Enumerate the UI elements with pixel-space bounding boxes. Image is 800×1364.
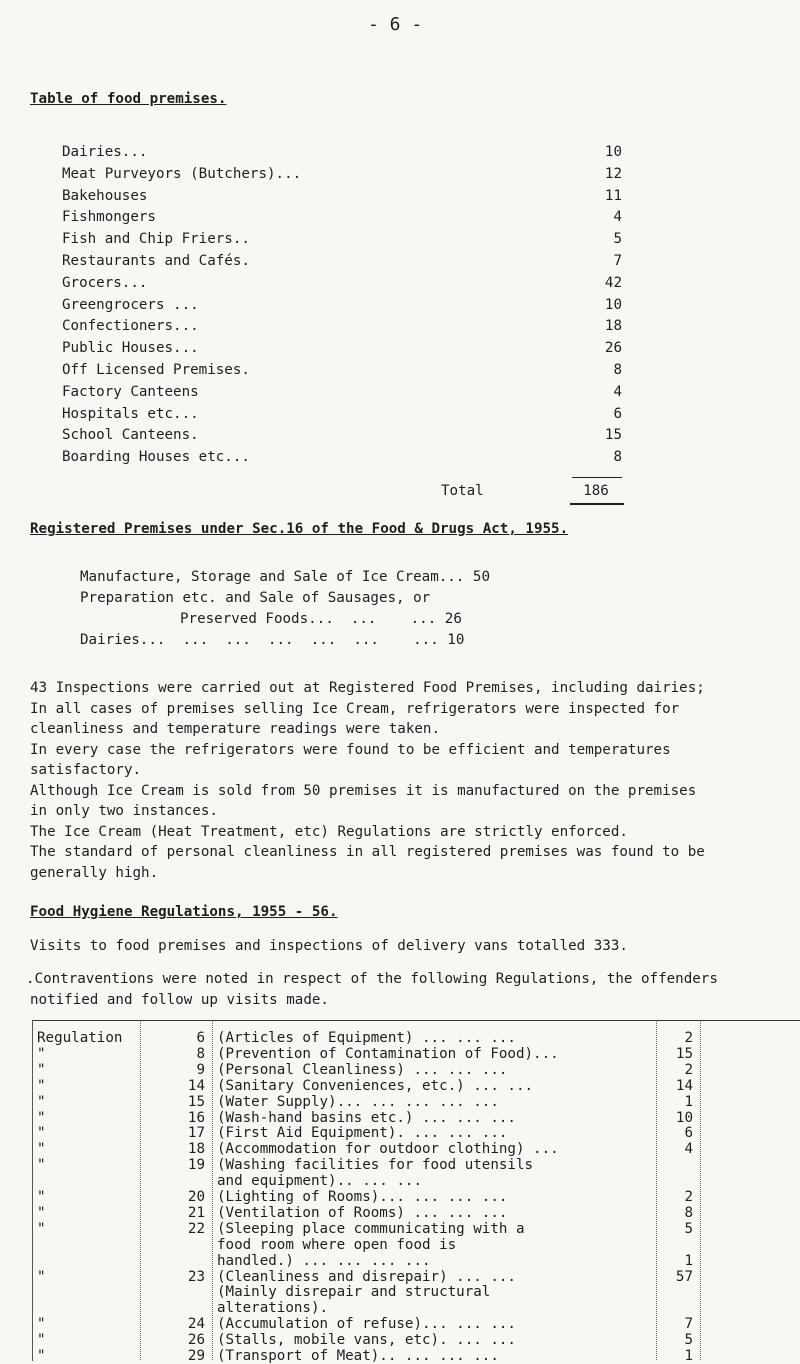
paragraph-line: The Ice Cream (Heat Treatment, etc) Regulations are strictly enforced. bbox=[30, 823, 628, 840]
contraventions-text-2: notified and follow up visits made. bbox=[30, 992, 329, 1008]
premises-label: School Canteens. bbox=[62, 427, 199, 444]
regulation-description: (Articles of Equipment) ... ... ... bbox=[217, 1030, 516, 1046]
regulation-label: " bbox=[37, 1061, 46, 1078]
registered-line-dairies: Dairies... ... ... ... ... ... ... 10 bbox=[80, 632, 465, 648]
contravention-count: 1 bbox=[684, 1348, 693, 1364]
premises-row bbox=[62, 407, 622, 429]
premises-label: Restaurants and Cafés. bbox=[62, 252, 250, 269]
premises-label: Bakehouses bbox=[62, 187, 148, 204]
visits-text: Visits to food premises and inspections of delivery vans totalled 333. bbox=[30, 938, 628, 954]
premises-row bbox=[62, 189, 622, 211]
regulation-number: 21 bbox=[187, 1204, 205, 1221]
regulation-label: " bbox=[37, 1125, 46, 1142]
regulation-number: 8 bbox=[196, 1045, 205, 1062]
regulation-description: (Cleanliness and disrepair) ... ... bbox=[217, 1268, 516, 1285]
premises-label: Hospitals etc... bbox=[62, 405, 199, 422]
contravention-count: 2 bbox=[684, 1189, 693, 1205]
regulation-description: (Stalls, mobile vans, etc). ... ... bbox=[217, 1332, 516, 1349]
regulation-description: food room where open food is bbox=[217, 1236, 457, 1253]
regulation-number: 18 bbox=[187, 1141, 205, 1158]
paragraph-line: in only two instances. bbox=[30, 803, 218, 819]
premises-row bbox=[62, 450, 622, 472]
total-rule bbox=[572, 477, 622, 478]
contraventions-text-1: .Contraventions were noted in respect of the following Regulations, the offenders bbox=[26, 971, 718, 987]
premises-label: Meat Purveyors (Butchers)... bbox=[62, 165, 302, 182]
regulation-number: 29 bbox=[187, 1348, 205, 1364]
regulation-label: " bbox=[37, 1109, 46, 1126]
premises-row bbox=[62, 363, 622, 385]
paragraph-line: satisfactory. bbox=[30, 762, 142, 778]
contravention-count: 14 bbox=[675, 1077, 693, 1094]
contravention-count: 15 bbox=[675, 1045, 693, 1062]
premises-label: Public Houses... bbox=[62, 340, 199, 357]
paragraph-line: 43 Inspections were carried out at Registered Food Premises, including dairies; bbox=[30, 680, 705, 696]
premises-count: 12 bbox=[604, 165, 622, 182]
regulation-description: (Transport of Meat).. ... ... ... bbox=[217, 1348, 499, 1364]
premises-row bbox=[62, 232, 622, 254]
premises-label: Greengrocers ... bbox=[62, 296, 199, 313]
contravention-count: 1 bbox=[684, 1252, 693, 1269]
regulation-label: " bbox=[37, 1220, 46, 1237]
regulation-number: 20 bbox=[187, 1189, 205, 1205]
regulation-description: (Ventilation of Rooms) ... ... ... bbox=[217, 1204, 508, 1221]
premises-label: Boarding Houses etc... bbox=[62, 449, 250, 466]
premises-label: Dairies... bbox=[62, 144, 148, 160]
regulation-description: (First Aid Equipment). ... ... ... bbox=[217, 1125, 508, 1142]
table-divider bbox=[212, 1020, 213, 1360]
regulation-description: (Personal Cleanliness) ... ... ... bbox=[217, 1061, 508, 1078]
premises-count: 26 bbox=[604, 340, 622, 357]
regulation-number: 15 bbox=[187, 1093, 205, 1110]
registered-line-ice-cream: Manufacture, Storage and Sale of Ice Cream... 50 bbox=[80, 569, 490, 585]
premises-row bbox=[62, 210, 622, 232]
contravention-count: 1 bbox=[684, 1093, 693, 1110]
premises-count: 42 bbox=[604, 274, 622, 291]
premises-count: 4 bbox=[613, 209, 622, 226]
total-underline bbox=[570, 503, 624, 505]
regulations-table bbox=[32, 1020, 800, 1364]
contravention-count: 57 bbox=[675, 1268, 693, 1285]
regulation-number: 22 bbox=[187, 1220, 205, 1237]
premises-count: 15 bbox=[604, 427, 622, 444]
regulation-number: 16 bbox=[187, 1109, 205, 1126]
premises-count: 4 bbox=[613, 383, 622, 400]
regulation-description: (Accommodation for outdoor clothing) ... bbox=[217, 1141, 559, 1158]
paragraph-line: generally high. bbox=[30, 864, 159, 881]
premises-count: 8 bbox=[613, 361, 622, 378]
premises-count: 7 bbox=[613, 252, 622, 269]
premises-heading: Table of food premises. bbox=[30, 91, 227, 107]
regulation-label: " bbox=[37, 1093, 46, 1110]
contravention-count: 2 bbox=[684, 1061, 693, 1078]
registered-heading: Registered Premises under Sec.16 of the Food & Drugs Act, 1955. bbox=[30, 521, 569, 537]
regulation-label: " bbox=[37, 1204, 46, 1221]
premises-label: Fish and Chip Friers.. bbox=[62, 231, 250, 248]
regulation-number: 14 bbox=[187, 1077, 205, 1094]
regulation-label: " bbox=[37, 1189, 46, 1205]
table-divider bbox=[700, 1020, 701, 1360]
regulation-description: (Sanitary Conveniences, etc.) ... ... bbox=[217, 1077, 534, 1094]
paragraph-line: The standard of personal cleanliness in all registered premises was found to be bbox=[30, 844, 705, 860]
total-label: Total bbox=[441, 483, 484, 499]
regulation-number: 6 bbox=[196, 1030, 205, 1046]
premises-count: 11 bbox=[604, 187, 622, 204]
regulation-label: " bbox=[37, 1157, 46, 1174]
premises-label: Fishmongers bbox=[62, 209, 156, 226]
paragraph-line: In all cases of premises selling Ice Cream, refrigerators were inspected for bbox=[30, 700, 680, 717]
premises-count: 8 bbox=[613, 449, 622, 466]
regulation-description: (Lighting of Rooms)... ... ... ... bbox=[217, 1189, 508, 1205]
hygiene-heading: Food Hygiene Regulations, 1955 - 56. bbox=[30, 904, 338, 920]
total-value: 186 bbox=[583, 483, 609, 499]
contravention-count: 5 bbox=[684, 1332, 693, 1349]
regulation-label: " bbox=[37, 1045, 46, 1062]
regulation-number: 9 bbox=[196, 1061, 205, 1078]
regulation-label: " bbox=[37, 1316, 46, 1333]
registered-line-preserved: Preserved Foods... ... ... 26 bbox=[180, 611, 462, 627]
regulation-label: " bbox=[37, 1077, 46, 1094]
regulation-number: 24 bbox=[187, 1316, 205, 1333]
regulation-number: 26 bbox=[187, 1332, 205, 1349]
regulation-number: 23 bbox=[187, 1268, 205, 1285]
premises-label: Off Licensed Premises. bbox=[62, 361, 250, 378]
regulation-number: 19 bbox=[187, 1157, 205, 1174]
premises-label: Confectioners... bbox=[62, 318, 199, 335]
premises-list bbox=[62, 145, 622, 472]
regulation-description: (Sleeping place communicating with a bbox=[217, 1220, 525, 1237]
premises-row bbox=[62, 276, 622, 298]
regulation-description: (Accumulation of refuse)... ... ... bbox=[217, 1316, 516, 1333]
regulation-description: (Water Supply)... ... ... ... ... bbox=[217, 1093, 499, 1110]
regulation-label: " bbox=[37, 1268, 46, 1285]
regulation-description: and equipment).. ... ... bbox=[217, 1173, 422, 1190]
regulation-number: 17 bbox=[187, 1125, 205, 1142]
contravention-count: 2 bbox=[684, 1030, 693, 1046]
regulation-description: (Mainly disrepair and structural bbox=[217, 1284, 491, 1301]
regulation-label: " bbox=[37, 1332, 46, 1349]
premises-row bbox=[62, 145, 622, 167]
regulation-label: " bbox=[37, 1141, 46, 1158]
premises-label: Factory Canteens bbox=[62, 383, 199, 400]
regulation-description: (Washing facilities for food utensils bbox=[217, 1157, 534, 1174]
table-divider bbox=[140, 1020, 141, 1360]
premises-row bbox=[62, 385, 622, 407]
contravention-count: 5 bbox=[684, 1220, 693, 1237]
table-divider bbox=[656, 1020, 657, 1360]
premises-row bbox=[62, 319, 622, 341]
paragraph-line: In every case the refrigerators were found to be efficient and temperatures bbox=[30, 741, 671, 758]
paragraph-line: cleanliness and temperature readings were taken. bbox=[30, 721, 440, 737]
regulation-label: Regulation bbox=[37, 1030, 123, 1046]
contravention-count: 6 bbox=[684, 1125, 693, 1142]
premises-count: 10 bbox=[604, 296, 622, 313]
regulation-description: (Wash-hand basins etc.) ... ... ... bbox=[217, 1109, 516, 1126]
premises-count: 18 bbox=[604, 318, 622, 335]
regulation-description: alterations). bbox=[217, 1300, 329, 1317]
premises-count: 10 bbox=[604, 144, 622, 160]
premises-row bbox=[62, 254, 622, 276]
contravention-count: 4 bbox=[684, 1141, 693, 1158]
premises-row bbox=[62, 341, 622, 363]
page-number: - 6 - bbox=[368, 14, 423, 35]
premises-row bbox=[62, 298, 622, 320]
contravention-count: 10 bbox=[675, 1109, 693, 1126]
regulation-description: (Prevention of Contamination of Food)... bbox=[217, 1045, 559, 1062]
premises-count: 6 bbox=[613, 405, 622, 422]
premises-row bbox=[62, 428, 622, 450]
registered-line-sausages: Preparation etc. and Sale of Sausages, or bbox=[80, 590, 431, 606]
premises-row bbox=[62, 167, 622, 189]
regulation-label: " bbox=[37, 1348, 46, 1364]
premises-label: Grocers... bbox=[62, 274, 148, 291]
premises-count: 5 bbox=[613, 231, 622, 248]
paragraph-line: Although Ice Cream is sold from 50 premises it is manufactured on the premises bbox=[30, 782, 697, 799]
contravention-count: 7 bbox=[684, 1316, 693, 1333]
contravention-count: 8 bbox=[684, 1204, 693, 1221]
regulation-description: handled.) ... ... ... ... bbox=[217, 1252, 431, 1269]
